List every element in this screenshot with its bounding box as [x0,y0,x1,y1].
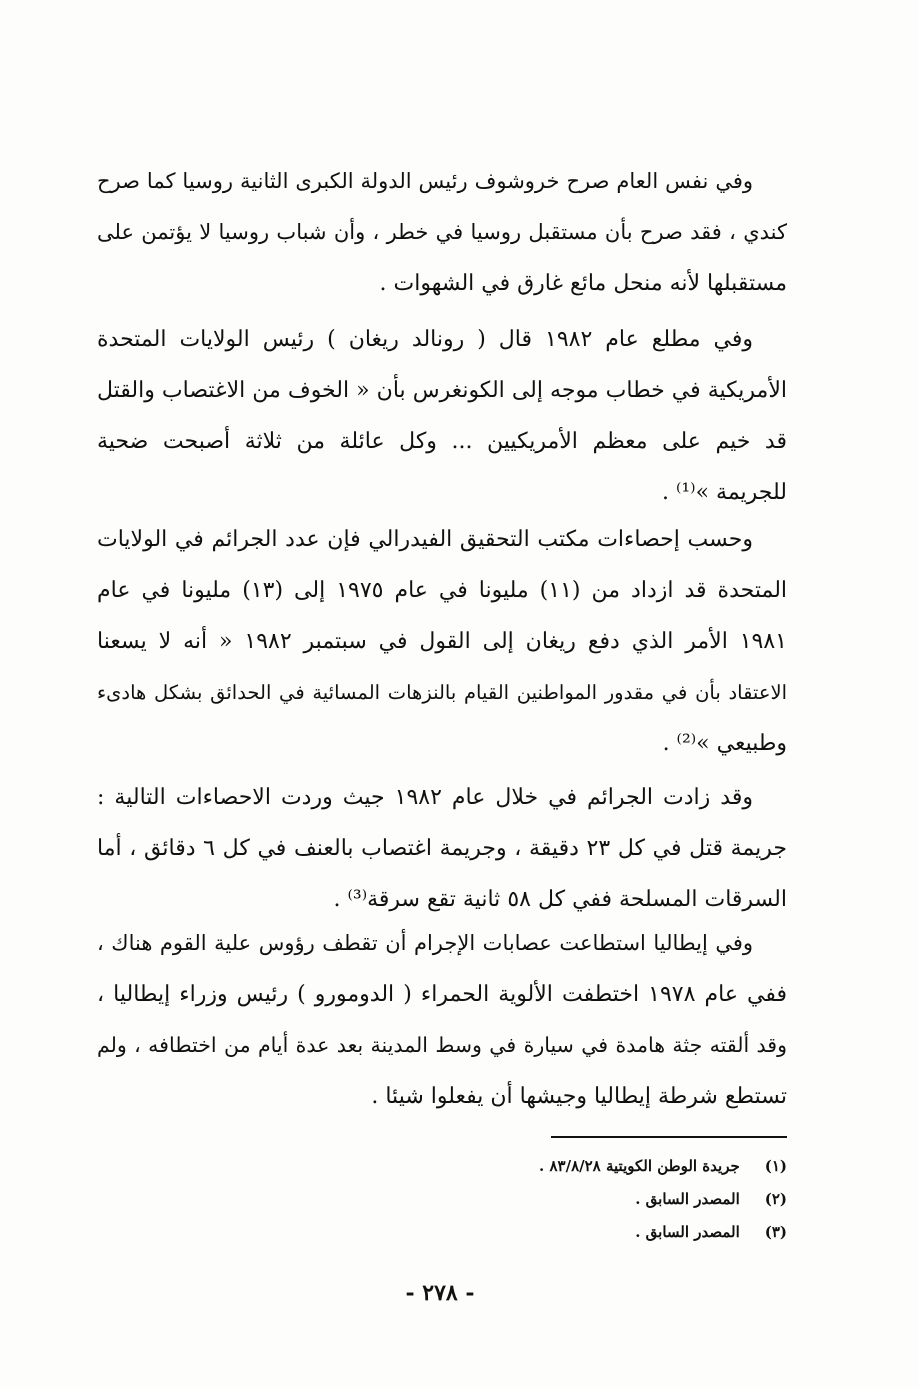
page-number: - ٢٧٨ - [405,1280,475,1306]
paragraph-2 [97,314,787,518]
text-line: وقد ألقته جثة هامدة في سيارة في وسط المدينة بعد عدة أيام من اختطافه ، ولم [97,1033,787,1057]
text-line: جريمة قتل في كل ٢٣ دقيقة ، وجريمة اغتصاب بالعنف في كل ٦ دقائق ، أما [97,836,787,861]
paragraph-4 [97,772,787,925]
text-line: ١٩٨١ الأمر الذي دفع ريغان إلى القول في سبتمبر ١٩٨٢ « أنه لا يسعنا [97,629,787,654]
text-line: للجريمة »⁽¹⁾ . [661,480,787,505]
text-line: وحسب إحصاءات مكتب التحقيق الفيدرالي فإن عدد الجرائم في الولايات [97,527,753,552]
text-line: تستطع شرطة إيطاليا وجيشها أن يفعلوا شيئا . [371,1084,787,1109]
text-line: وطبيعي »⁽²⁾ . [662,731,787,756]
text-line: وفي نفس العام صرح خروشوف رئيس الدولة الكبرى الثانية روسيا كما صرح [97,169,753,193]
text-line: الاعتقاد بأن في مقدور المواطنين القيام بالنزهات المسائية في الحدائق بشكل هادىء [97,681,787,704]
footnote-3 [287,1216,787,1249]
footnote-number: (٢) [764,1190,787,1208]
footnote-2 [287,1183,787,1216]
text-line: المتحدة قد ازداد من (١١) مليونا في عام ١٩٧٥ إلى (١٣) مليونا في عام [97,578,787,603]
footnote-number: (٣) [764,1223,787,1241]
text-line: وفي إيطاليا استطاعت عصابات الإجرام أن تقطف رؤوس علية القوم هناك ، [97,931,753,955]
paragraph-1 [97,156,787,309]
text-line: كندي ، فقد صرح بأن مستقبل روسيا في خطر ، وأن شباب روسيا لا يؤتمن على [97,220,787,244]
footnote-1 [287,1150,787,1183]
footnote-text: المصدر السابق . [635,1190,740,1208]
text-line: قد خيم على معظم الأمريكيين ... وكل عائلة من ثلاثة أصبحت ضحية [97,429,787,454]
footnote-separator [551,1136,787,1138]
text-line: وفي مطلع عام ١٩٨٢ قال ( رونالد ريغان ) رئيس الولايات المتحدة [97,327,753,352]
footnote-text: المصدر السابق . [635,1223,740,1241]
text-line: وقد زادت الجرائم في خلال عام ١٩٨٢ جيث وردت الاحصاءات التالية : [97,785,753,810]
text-line: ففي عام ١٩٧٨ اختطفت الألوية الحمراء ( الدومورو ) رئيس وزراء إيطاليا ، [97,982,787,1007]
footnote-number: (١) [764,1157,787,1175]
footnotes [287,1150,787,1249]
text-line: السرقات المسلحة ففي كل ٥٨ ثانية تقع سرقة⁽³⁾ . [333,887,787,912]
text-line: الأمريكية في خطاب موجه إلى الكونغرس بأن « الخوف من الاغتصاب والقتل [97,378,787,403]
footnote-text: جريدة الوطن الكويتية ٨٣/٨/٢٨ . [539,1157,740,1175]
paragraph-3 [97,514,787,769]
text-line: مستقبلها لأنه منحل مائع غارق في الشهوات . [379,271,787,296]
paragraph-5 [97,918,787,1122]
